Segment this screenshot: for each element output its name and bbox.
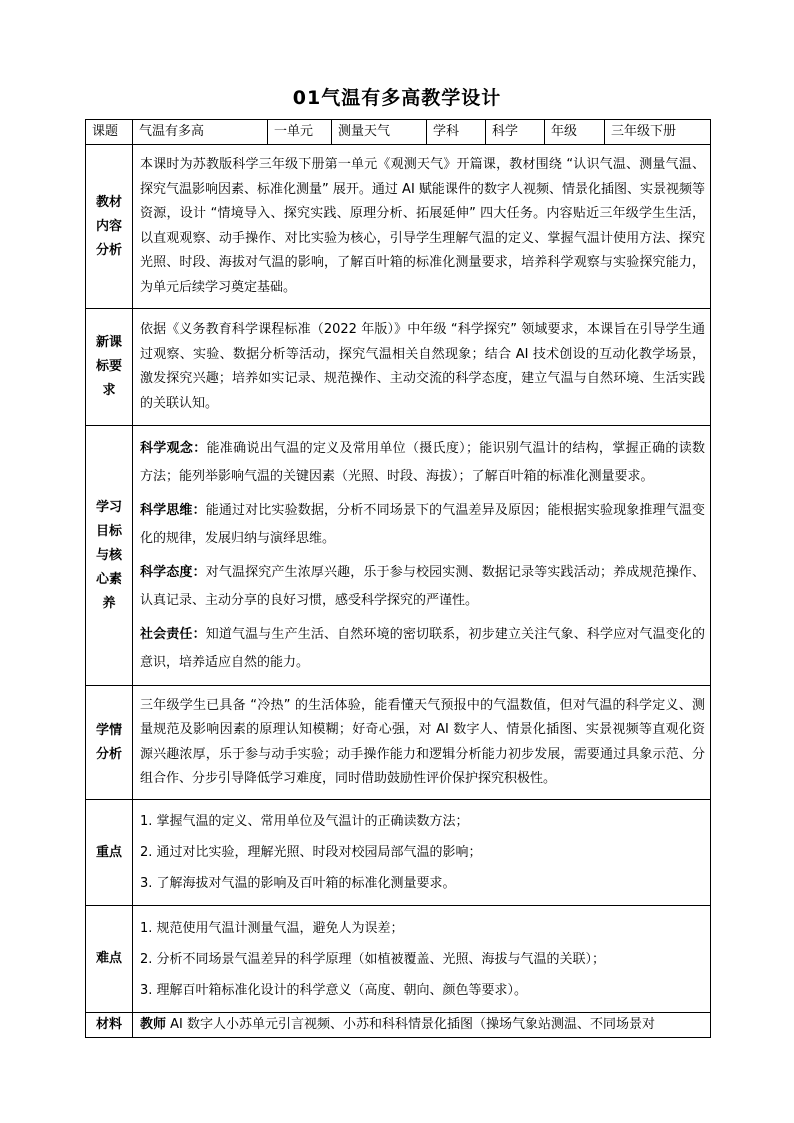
goal-science-concept: 科学观念：能准确说出气温的定义及常用单位（摄氏度）；能识别气温计的结构，掌握正确的读数方法；能列举影响气温的关键因素（光照、时段、海拔）；了解百叶箱的标准化测量要求。 (140, 440, 705, 484)
materials-content (133, 1013, 711, 1038)
course-value: 气温有多高 (133, 120, 268, 145)
header-row (86, 120, 711, 145)
goal-science-attitude: 科学态度：对气温探究产生浓厚兴趣，乐于参与校园实测、数据记录等实践活动；养成规范操作、认真记录、主动分享的良好习惯，感受科学探究的严谨性。 (140, 564, 705, 608)
key-points-row (86, 800, 711, 906)
goal-social-responsibility: 社会责任：知道气温与生产生活、自然环境的密切联系，初步建立关注气象、科学应对气温变化的意识，培养适应自然的能力。 (140, 626, 705, 670)
curriculum-standard-label: 新课 标要 求 (86, 309, 133, 426)
subject-label: 学科 (427, 120, 486, 145)
learner-analysis-text: 三年级学生已具备 “冷热” 的生活体验，能看懂天气预报中的气温数值，但对气温的科学定义、测量规范及影响因素的原理认知模糊；好奇心强，对 AI 数字人、情景化插图、实景视频等直观化资源兴趣浓厚，乐于参与动手实验；动手操作能力和逻辑分析能力初步发展，需要通过具象示范、分组合作、分步引导降低学习难度，同时借助鼓励性评价保护探究积极性。 (140, 697, 705, 786)
material-analysis-content (133, 145, 711, 309)
key-points-content (133, 800, 711, 906)
difficult-point-item: 1. 规范使用气温计测量气温，避免人为误差； (140, 920, 404, 936)
difficult-point-item: 3. 理解百叶箱标准化设计的科学意义（高度、朝向、颜色等要求）。 (140, 982, 528, 998)
learning-goals-label: 学习 目标 与核 心素 养 (86, 426, 133, 686)
materials-label: 材料 (86, 1013, 133, 1038)
subject-value: 科学 (486, 120, 545, 145)
difficult-point-item: 2. 分析不同场景气温差异的科学原理（如植被覆盖、光照、海拔与气温的关联）； (140, 951, 606, 967)
learner-analysis-label: 学情 分析 (86, 686, 133, 800)
difficult-points-content (133, 906, 711, 1013)
material-analysis-text: 本课时为苏教版科学三年级下册第一单元《观测天气》开篇课，教材围绕 “认识气温、测量气温、探究气温影响因素、标准化测量” 展开。通过 AI 赋能课件的数字人视频、情景化插图、实景视频等资源，设计 “情境导入、探究实践、原理分析、拓展延伸” 四大任务。内容贴近三年级学生生活，以直观观察、动手操作、对比实验为核心，引导学生理解气温的定义、掌握气温计使用方法、探究光照、时段、海拔对气温的影响，了解百叶箱的标准化测量要求，培养科学观察与实验探究能力，为单元后续学习奠定基础。 (140, 157, 705, 295)
grade-label: 年级 (545, 120, 605, 145)
difficult-points-row (86, 906, 711, 1013)
unit-value: 测量天气 (332, 120, 427, 145)
key-point-item: 2. 通过对比实验，理解光照、时段对校园局部气温的影响； (140, 845, 482, 860)
document-title: 01气温有多高教学设计 (292, 87, 502, 109)
key-points-label: 重点 (86, 800, 133, 906)
curriculum-standard-row (86, 309, 711, 426)
goal-science-thinking: 科学思维：能通过对比实验数据，分析不同场景下的气温差异及原因；能根据实验现象推理气温变化的规律，发展归纳与演绎思维。 (140, 502, 705, 546)
difficult-points-label: 难点 (86, 906, 133, 1013)
learning-goals-content (133, 426, 711, 686)
learning-goals-row (86, 426, 711, 686)
course-label: 课题 (86, 120, 133, 145)
key-point-item: 1. 掌握气温的定义、常用单位及气温计的正确读数方法； (140, 814, 469, 829)
curriculum-standard-content (133, 309, 711, 426)
key-point-item: 3. 了解海拔对气温的影响及百叶箱的标准化测量要求。 (140, 876, 456, 891)
learner-analysis-content (133, 686, 711, 800)
materials-teacher-head: 教师 (140, 1017, 167, 1032)
learner-analysis-row (86, 686, 711, 800)
material-analysis-row (86, 145, 711, 309)
lesson-plan-table (85, 119, 711, 1038)
materials-text: AI 数字人小苏单元引言视频、小苏和科科情景化插图（操场气象站测温、不同场景对 (166, 1017, 656, 1032)
materials-row (86, 1013, 711, 1038)
curriculum-standard-text: 依据《义务教育科学课程标准（2022 年版）》中年级 “科学探究” 领域要求，本课旨在引导学生通过观察、实验、数据分析等活动，探究气温相关自然现象；结合 AI 技术创设的互动化教学场景，激发探究兴趣；培养如实记录、规范操作、主动交流的科学态度，建立气温与自然环境、生活实践的关联认知。 (140, 322, 705, 411)
grade-value: 三年级下册 (605, 120, 711, 145)
unit-label: 一单元 (268, 120, 332, 145)
material-analysis-label: 教材 内容 分析 (86, 145, 133, 309)
